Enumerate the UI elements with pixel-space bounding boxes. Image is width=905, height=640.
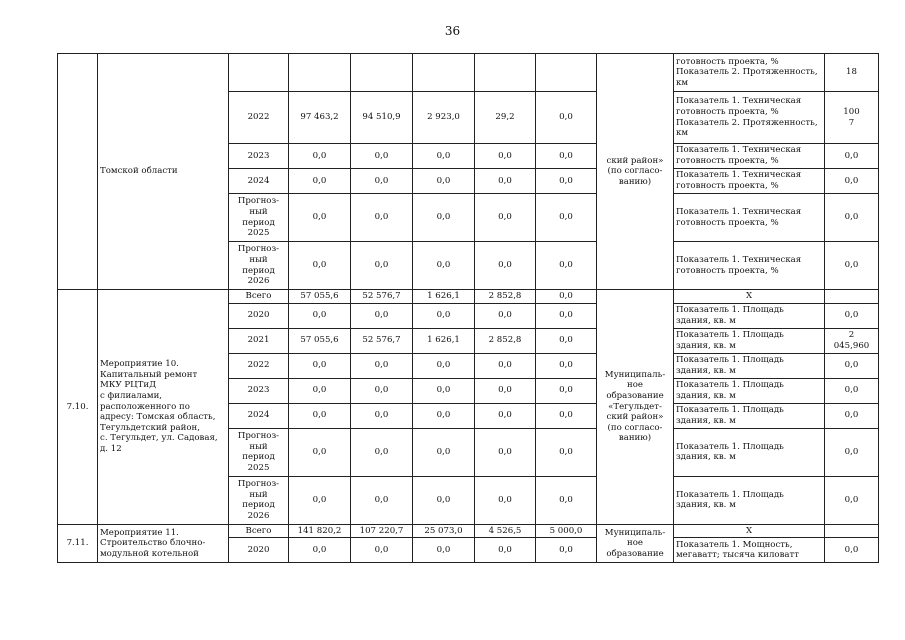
year-cell: Всего (229, 290, 289, 304)
year-cell: 2020 (229, 303, 289, 328)
amount-cell: 0,0 (351, 476, 413, 524)
amount-cell: 0,0 (351, 144, 413, 169)
amount-cell: 0,0 (351, 378, 413, 403)
indicator-value-cell: 0,0 (825, 428, 879, 476)
indicator-value-cell: 0,0 (825, 538, 879, 563)
indicator-value-cell: 0,0 (825, 303, 879, 328)
table-row (58, 524, 879, 538)
amount-cell: 0,0 (351, 303, 413, 328)
program-table (57, 53, 879, 563)
amount-cell: 2 852,8 (475, 290, 536, 304)
amount-cell: 0,0 (475, 476, 536, 524)
year-cell: Прогноз- ный период 2025 (229, 428, 289, 476)
indicator-cell: Показатель 1. Площадь здания, кв. м (674, 403, 825, 428)
amount-cell: 0,0 (289, 144, 351, 169)
indicator-cell: Показатель 1. Техническая готовность проекта, % (674, 144, 825, 169)
indicator-value-cell: 0,0 (825, 169, 879, 194)
year-cell: 2021 (229, 328, 289, 353)
amount-cell: 0,0 (475, 169, 536, 194)
indicator-cell: Показатель 1. Техническая готовность проекта, % (674, 194, 825, 242)
indicator-value-cell: 0,0 (825, 194, 879, 242)
page-number: 36 (444, 24, 461, 38)
indicator-value-cell: 0,0 (825, 476, 879, 524)
indicator-cell: Показатель 1. Площадь здания, кв. м (674, 353, 825, 378)
amount-cell: 52 576,7 (351, 328, 413, 353)
amount-cell: 0,0 (475, 353, 536, 378)
amount-cell: 0,0 (413, 169, 475, 194)
amount-cell: 0,0 (413, 194, 475, 242)
amount-cell: 0,0 (351, 169, 413, 194)
amount-cell: 0,0 (413, 476, 475, 524)
executor-cell: ский район» (по согласо- ванию) (597, 54, 674, 290)
year-cell: Прогноз- ный период 2026 (229, 476, 289, 524)
year-cell: 2022 (229, 92, 289, 144)
indicator-cell: Показатель 1. Площадь здания, кв. м (674, 428, 825, 476)
amount-cell: 0,0 (351, 403, 413, 428)
amount-cell: 0,0 (536, 476, 597, 524)
table-row (58, 290, 879, 304)
amount-cell: 0,0 (475, 144, 536, 169)
table-row (58, 54, 879, 92)
amount-cell: 107 220,7 (351, 524, 413, 538)
amount-cell: 0,0 (536, 242, 597, 290)
amount-cell: 0,0 (351, 242, 413, 290)
amount-cell: 94 510,9 (351, 92, 413, 144)
amount-cell: 0,0 (413, 303, 475, 328)
item-title: Мероприятие 10. Капитальный ремонт МКУ РЦТиД с филиалами, расположенного по адресу: Томская область, Тегульдетский район, с. Тегульдет, ул. Садовая, д. 12 (98, 290, 229, 525)
indicator-cell: Показатель 1. Техническая готовность проекта, % Показатель 2. Протяженность, км (674, 92, 825, 144)
amount-cell: 0,0 (413, 403, 475, 428)
amount-cell: 0,0 (289, 303, 351, 328)
indicator-value-cell: 0,0 (825, 144, 879, 169)
year-cell: Всего (229, 524, 289, 538)
amount-cell: 0,0 (351, 428, 413, 476)
amount-cell: 0,0 (475, 428, 536, 476)
indicator-cell: Показатель 1. Площадь здания, кв. м (674, 328, 825, 353)
year-cell: Прогноз- ный период 2025 (229, 194, 289, 242)
amount-cell: 0,0 (475, 378, 536, 403)
amount-cell: 2 923,0 (413, 92, 475, 144)
indicator-value-cell: 18 (825, 54, 879, 92)
amount-cell: 0,0 (475, 403, 536, 428)
amount-cell: 0,0 (413, 428, 475, 476)
year-cell: 2023 (229, 144, 289, 169)
amount-cell: 0,0 (351, 538, 413, 563)
amount-cell: 0,0 (289, 476, 351, 524)
amount-cell: 57 055,6 (289, 328, 351, 353)
amount-cell: 0,0 (289, 428, 351, 476)
year-cell: 2024 (229, 169, 289, 194)
amount-cell (289, 54, 351, 92)
item-number: 7.11. (58, 524, 98, 563)
indicator-cell: Показатель 1. Техническая готовность проекта, % (674, 242, 825, 290)
amount-cell: 0,0 (413, 378, 475, 403)
year-cell: 2020 (229, 538, 289, 563)
amount-cell: 2 852,8 (475, 328, 536, 353)
amount-cell: 0,0 (351, 353, 413, 378)
amount-cell: 97 463,2 (289, 92, 351, 144)
amount-cell: 0,0 (289, 242, 351, 290)
item-number: 7.10. (58, 290, 98, 525)
amount-cell: 0,0 (289, 378, 351, 403)
amount-cell: 25 073,0 (413, 524, 475, 538)
amount-cell: 0,0 (413, 353, 475, 378)
amount-cell: 0,0 (536, 303, 597, 328)
amount-cell (475, 54, 536, 92)
indicator-cell: Показатель 1. Техническая готовность проекта, % (674, 169, 825, 194)
amount-cell: 5 000,0 (536, 524, 597, 538)
amount-cell: 0,0 (536, 92, 597, 144)
amount-cell: 0,0 (536, 194, 597, 242)
amount-cell: 0,0 (536, 290, 597, 304)
amount-cell: 0,0 (536, 353, 597, 378)
year-cell: 2022 (229, 353, 289, 378)
amount-cell: 0,0 (536, 328, 597, 353)
amount-cell: 1 626,1 (413, 290, 475, 304)
amount-cell (351, 54, 413, 92)
amount-cell: 0,0 (475, 242, 536, 290)
indicator-value-cell (825, 524, 879, 538)
amount-cell: 0,0 (289, 169, 351, 194)
amount-cell: 141 820,2 (289, 524, 351, 538)
indicator-cell: Показатель 1. Площадь здания, кв. м (674, 303, 825, 328)
amount-cell: 57 055,6 (289, 290, 351, 304)
item-title: Мероприятие 11. Строительство блочно- модульной котельной (98, 524, 229, 563)
indicator-cell: готовность проекта, % Показатель 2. Протяженность, км (674, 54, 825, 92)
amount-cell: 0,0 (536, 403, 597, 428)
year-cell: 2024 (229, 403, 289, 428)
year-cell: Прогноз- ный период 2026 (229, 242, 289, 290)
amount-cell (536, 54, 597, 92)
amount-cell: 1 626,1 (413, 328, 475, 353)
indicator-value-cell: 0,0 (825, 403, 879, 428)
amount-cell: 0,0 (475, 303, 536, 328)
amount-cell: 0,0 (413, 538, 475, 563)
amount-cell: 0,0 (289, 353, 351, 378)
indicator-value-cell: 0,0 (825, 378, 879, 403)
amount-cell: 0,0 (536, 378, 597, 403)
amount-cell: 0,0 (289, 403, 351, 428)
indicator-value-cell: 0,0 (825, 242, 879, 290)
amount-cell: 0,0 (536, 144, 597, 169)
amount-cell: 0,0 (289, 194, 351, 242)
executor-cell: Муниципаль- ное образование «Тегульдет- ский район» (по согласо- ванию) (597, 290, 674, 525)
indicator-cell: Показатель 1. Площадь здания, кв. м (674, 476, 825, 524)
indicator-cell: Показатель 1. Площадь здания, кв. м (674, 378, 825, 403)
amount-cell (413, 54, 475, 92)
indicator-value-cell: 100 7 (825, 92, 879, 144)
amount-cell: 0,0 (536, 428, 597, 476)
indicator-cell: Показатель 1. Мощность, мегаватт; тысяча киловатт (674, 538, 825, 563)
executor-cell: Муниципаль- ное образование (597, 524, 674, 563)
indicator-cell: X (674, 290, 825, 304)
amount-cell: 0,0 (536, 538, 597, 563)
year-cell: 2023 (229, 378, 289, 403)
indicator-value-cell (825, 290, 879, 304)
amount-cell: 0,0 (536, 169, 597, 194)
item-number (58, 54, 98, 290)
item-title: Томской области (98, 54, 229, 290)
amount-cell: 0,0 (475, 538, 536, 563)
amount-cell: 4 526,5 (475, 524, 536, 538)
amount-cell: 29,2 (475, 92, 536, 144)
indicator-value-cell: 2 045,960 (825, 328, 879, 353)
amount-cell: 0,0 (351, 194, 413, 242)
indicator-cell: X (674, 524, 825, 538)
amount-cell: 0,0 (289, 538, 351, 563)
amount-cell: 0,0 (413, 144, 475, 169)
year-cell (229, 54, 289, 92)
indicator-value-cell: 0,0 (825, 353, 879, 378)
amount-cell: 52 576,7 (351, 290, 413, 304)
amount-cell: 0,0 (475, 194, 536, 242)
amount-cell: 0,0 (413, 242, 475, 290)
